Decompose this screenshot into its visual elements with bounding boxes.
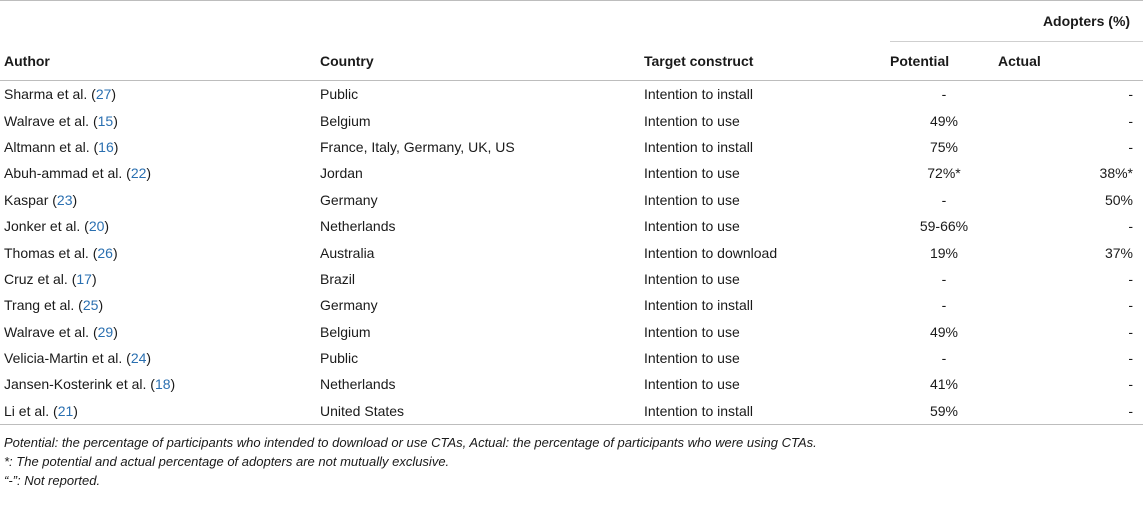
close-paren: )	[73, 402, 78, 419]
cell-actual: -	[1128, 270, 1133, 287]
cell-target-construct: Intention to download	[644, 244, 778, 261]
table-row	[0, 398, 1143, 425]
close-paren: )	[170, 376, 176, 393]
author-name: Trang et al. (	[4, 297, 83, 314]
col-header-author: Author	[0, 42, 320, 81]
cell-country: Public	[320, 86, 359, 103]
cell-author	[0, 107, 320, 133]
author-name: Walrave et al. (	[4, 323, 98, 340]
close-paren: )	[113, 323, 118, 340]
reference-link[interactable]: 18	[154, 376, 171, 393]
footnote-not-reported: “-”: Not reported.	[4, 473, 101, 489]
cell-country: Belgium	[320, 323, 371, 340]
cell-author	[0, 160, 320, 186]
cell-potential: 59-66%	[919, 218, 969, 235]
reference-link[interactable]: 20	[88, 218, 105, 235]
close-paren: )	[146, 165, 152, 182]
close-paren: )	[104, 218, 110, 235]
cell-author	[0, 81, 320, 108]
cell-country: Australia	[320, 244, 375, 261]
cell-author	[0, 187, 320, 213]
table-row	[0, 345, 1143, 371]
table-row	[0, 160, 1143, 186]
author-name: Li et al. (	[4, 402, 58, 419]
reference-link[interactable]: 23	[56, 191, 73, 208]
close-paren: )	[111, 86, 117, 103]
cell-potential: -	[941, 86, 947, 103]
reference-link[interactable]: 25	[82, 297, 99, 314]
table-row	[0, 187, 1143, 213]
reference-link[interactable]: 17	[76, 270, 92, 287]
close-paren: )	[146, 350, 152, 367]
cell-actual: -	[1128, 86, 1133, 103]
cell-country: Belgium	[320, 112, 371, 129]
close-paren: )	[72, 191, 78, 208]
table-row	[0, 266, 1143, 292]
cell-actual: -	[1128, 323, 1133, 340]
cell-author	[0, 239, 320, 265]
reference-link[interactable]: 26	[97, 244, 113, 261]
cell-target-construct: Intention to install	[644, 398, 890, 425]
table-row	[0, 319, 1143, 345]
footnote-definitions: Potential: the percentage of participants who intended to download or use CTAs, Actual: the percentage of participants who were using CTAs.	[4, 435, 817, 451]
cell-country: Netherlands	[320, 218, 396, 235]
cell-country: Netherlands	[320, 376, 396, 393]
cell-target-construct: Intention to install	[644, 297, 753, 314]
cell-potential: 75%	[929, 138, 959, 155]
author-name: Jansen-Kosterink et al. (	[4, 376, 155, 393]
cell-actual: -	[1128, 297, 1133, 314]
cell-country: Germany	[320, 191, 378, 208]
cell-author	[0, 345, 320, 371]
table-row	[0, 213, 1143, 239]
author-name: Abuh-ammad et al. (	[4, 165, 131, 182]
reference-link[interactable]: 24	[130, 350, 147, 367]
cell-actual: -	[1128, 376, 1133, 393]
cell-target-construct: Intention to use	[644, 270, 740, 287]
reference-link[interactable]: 27	[95, 86, 112, 103]
cell-potential: -	[941, 270, 947, 287]
cell-potential: 72%*	[927, 165, 961, 182]
cell-author	[0, 292, 320, 318]
author-name: Kaspar (	[4, 191, 57, 208]
cell-country: Brazil	[320, 270, 356, 287]
author-name: Cruz et al. (	[4, 270, 77, 287]
author-name: Walrave et al. (	[4, 112, 98, 129]
cell-target-construct: Intention to use	[644, 165, 740, 182]
close-paren: )	[112, 244, 118, 261]
author-name: Jonker et al. (	[4, 218, 89, 235]
cell-actual: -	[1128, 138, 1133, 155]
footnote-asterisk: *: The potential and actual percentage of adopters are not mutually exclusive.	[4, 454, 450, 470]
cell-potential: -	[941, 191, 947, 208]
table-row	[0, 134, 1143, 160]
cell-actual: 50%	[1104, 191, 1133, 208]
cell-author	[0, 213, 320, 239]
cell-target-construct: Intention to use	[644, 112, 740, 129]
col-header-country: Country	[320, 42, 644, 81]
cell-target-construct: Intention to use	[644, 350, 740, 367]
cell-country: France, Italy, Germany, UK, US	[320, 138, 515, 155]
author-name: Thomas et al. (	[4, 244, 98, 261]
cell-target-construct: Intention to install	[644, 86, 753, 103]
cell-author	[0, 266, 320, 292]
table-header	[0, 1, 1143, 81]
cell-country: United States	[320, 398, 644, 425]
cell-country: Germany	[320, 297, 378, 314]
cell-potential: 49%	[929, 323, 959, 340]
table-body	[0, 81, 1143, 425]
table-row	[0, 81, 1143, 108]
close-paren: )	[113, 138, 119, 155]
cell-author	[0, 134, 320, 160]
reference-link[interactable]: 21	[57, 402, 74, 419]
cell-potential: 19%	[929, 244, 959, 261]
cell-target-construct: Intention to use	[644, 376, 740, 393]
cell-actual: 38%*	[1099, 165, 1133, 182]
cell-country: Public	[320, 350, 359, 367]
col-header-actual: Actual	[998, 42, 1143, 81]
cell-author	[0, 398, 320, 425]
cell-actual: 37%	[1104, 244, 1133, 261]
cell-target-construct: Intention to use	[644, 191, 740, 208]
table-footnotes	[0, 433, 1143, 490]
col-header-target-construct: Target construct	[644, 42, 890, 81]
cell-author	[0, 371, 320, 397]
cell-potential: 49%	[929, 112, 959, 129]
cell-actual: -	[1128, 350, 1133, 367]
author-name: Velicia-Martin et al. (	[4, 350, 131, 367]
col-header-potential: Potential	[890, 42, 998, 81]
author-name: Sharma et al. (	[4, 86, 96, 103]
table-row	[0, 371, 1143, 397]
table-row	[0, 107, 1143, 133]
cell-author	[0, 319, 320, 345]
cell-potential: -	[941, 350, 947, 367]
reference-link[interactable]: 15	[97, 112, 114, 129]
reference-link[interactable]: 29	[97, 323, 114, 340]
cell-actual: -	[998, 398, 1143, 425]
close-paren: )	[91, 270, 97, 287]
close-paren: )	[113, 112, 118, 129]
cell-actual: -	[1128, 218, 1133, 235]
cell-target-construct: Intention to use	[644, 323, 740, 340]
cell-potential: 59%	[890, 398, 998, 425]
table-row	[0, 292, 1143, 318]
close-paren: )	[98, 297, 104, 314]
cell-country: Jordan	[320, 165, 363, 182]
reference-link[interactable]: 22	[130, 165, 147, 182]
adopters-group-header: Adopters (%)	[890, 1, 1143, 42]
reference-link[interactable]: 16	[98, 138, 114, 155]
cell-actual: -	[1128, 112, 1133, 129]
cell-potential: -	[941, 297, 947, 314]
cell-potential: 41%	[929, 376, 959, 393]
cell-target-construct: Intention to use	[644, 218, 740, 235]
author-name: Altmann et al. (	[4, 138, 99, 155]
cell-target-construct: Intention to install	[644, 138, 753, 155]
table-row	[0, 239, 1143, 265]
